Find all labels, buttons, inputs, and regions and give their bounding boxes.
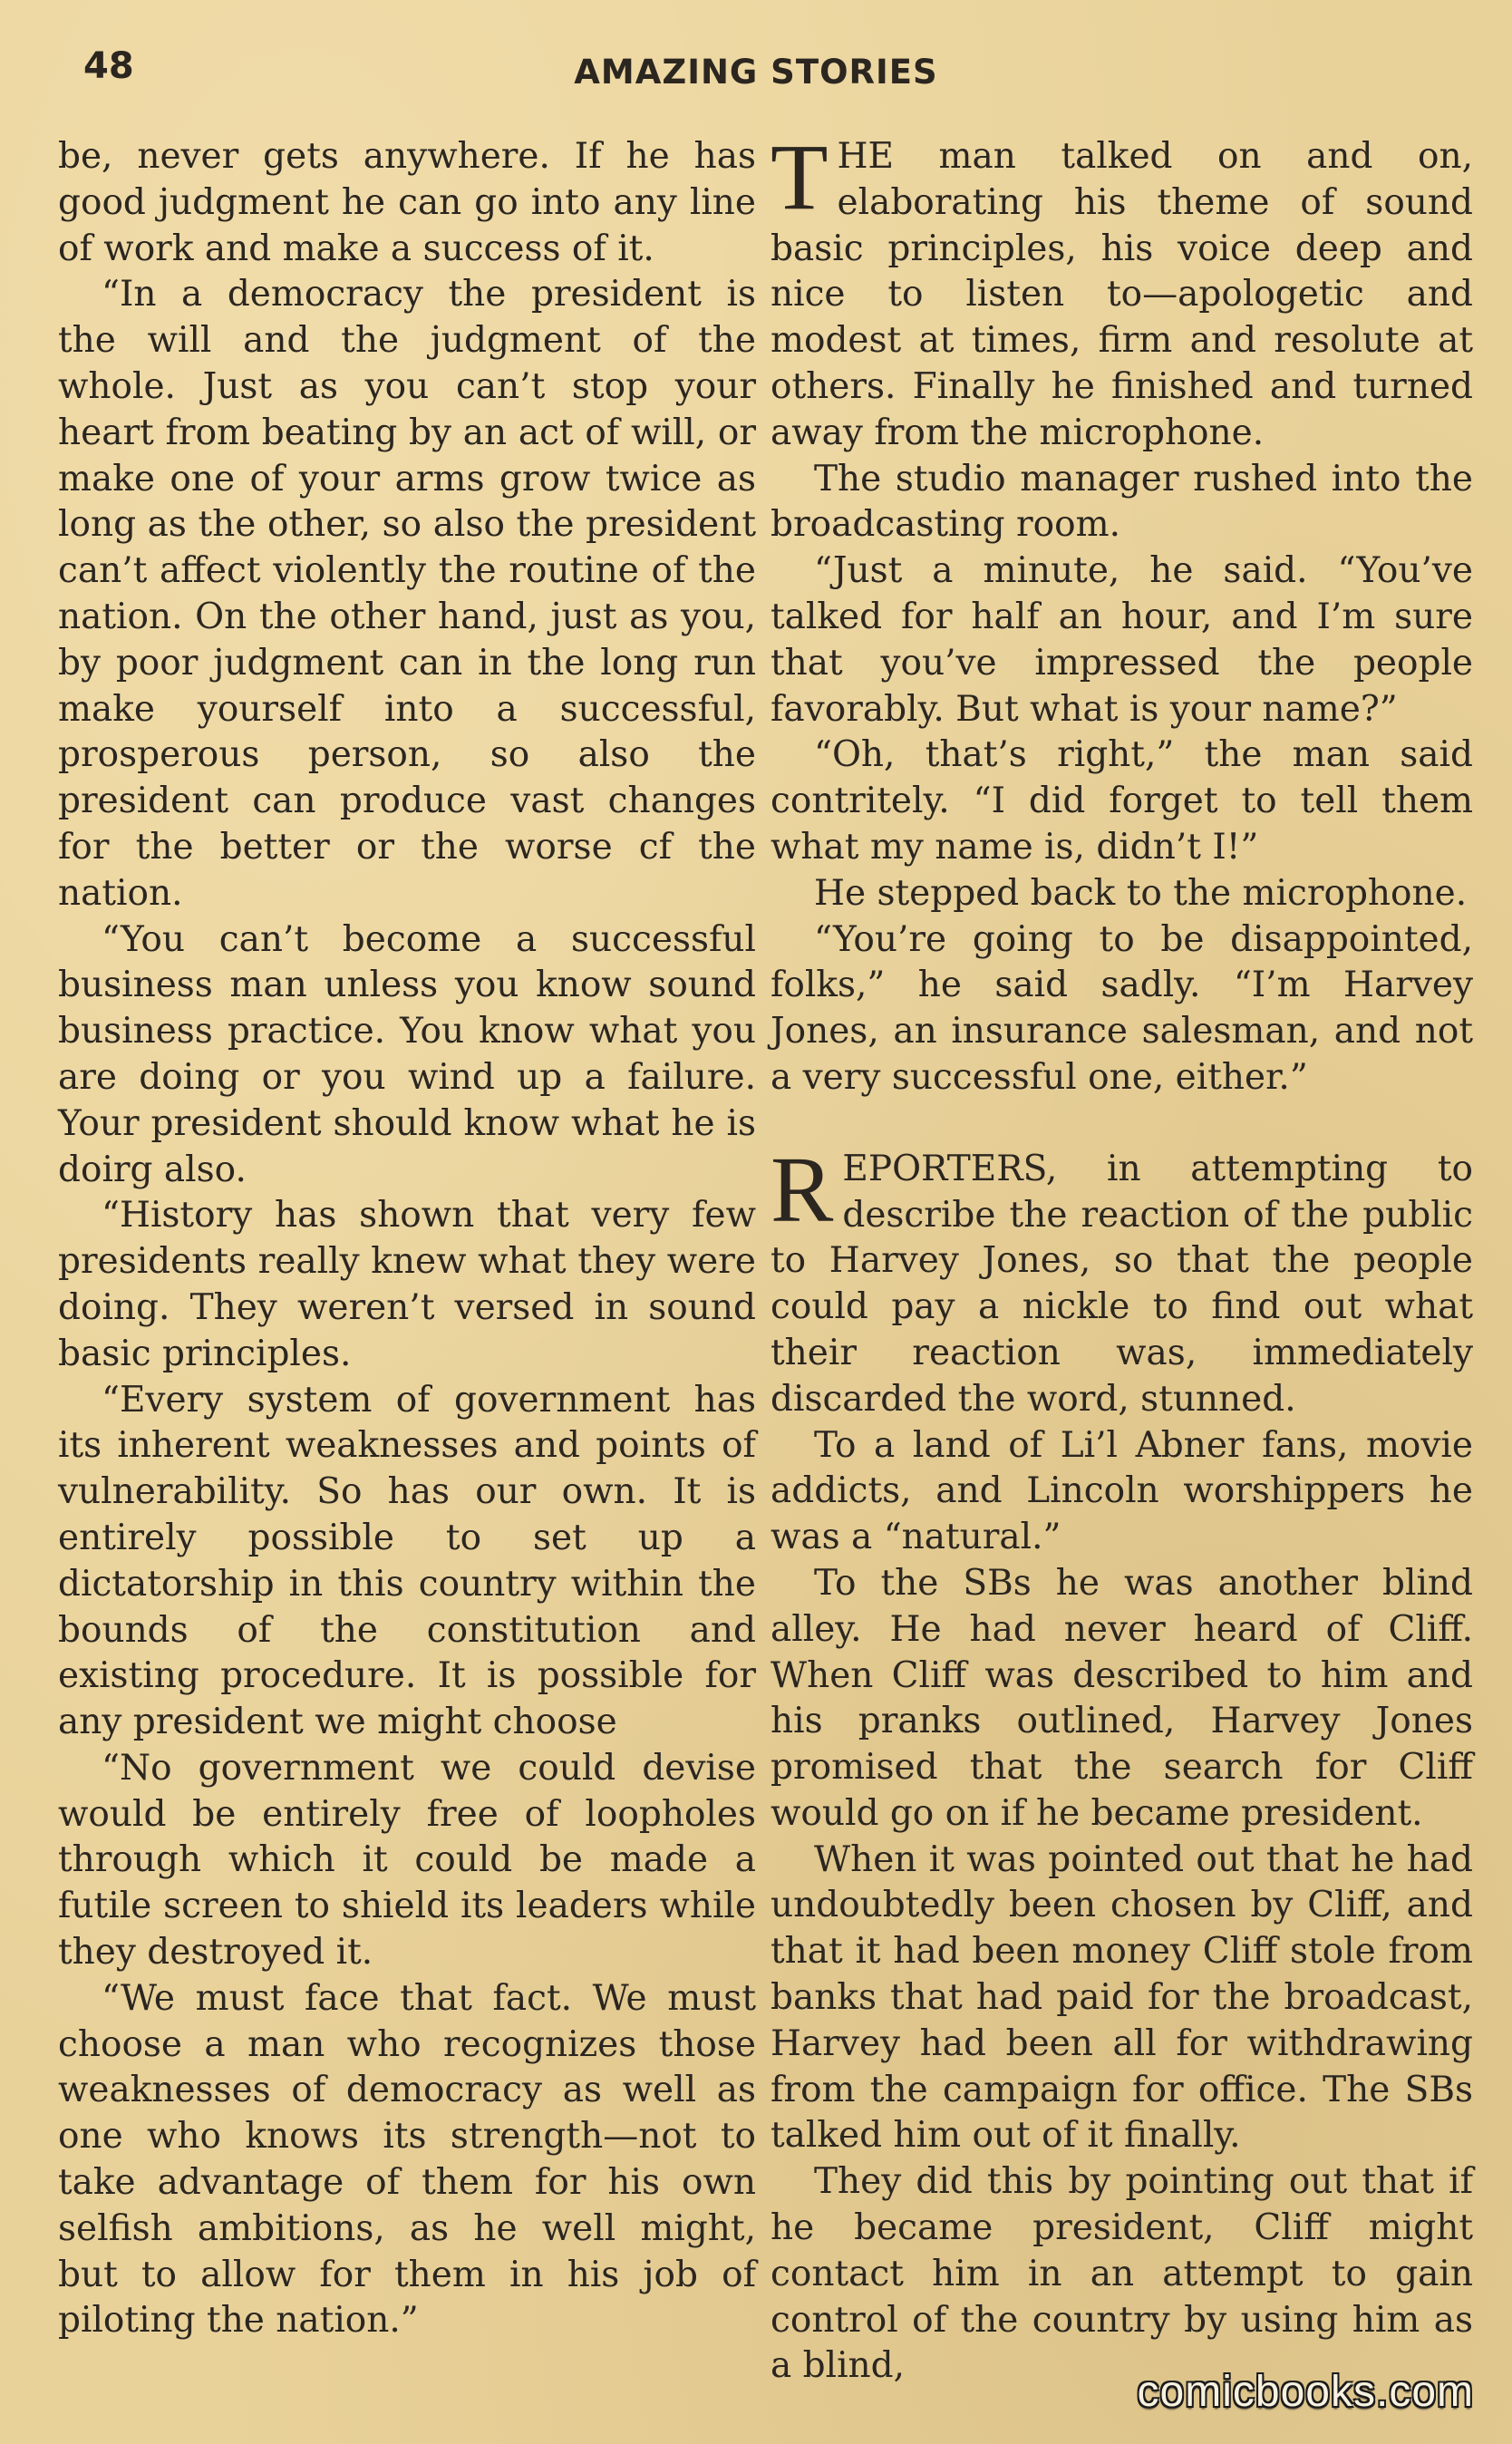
drop-cap: T	[771, 125, 829, 229]
paragraph: “We must face that fact. We must choose a man who recognizes those weaknesses of democracy as well as one who knows its strength—not to take advantage of them for his own selfish ambitions, as he well might, but to allow for them in his job of piloting the nation.”	[58, 1977, 756, 2342]
paragraph: They did this by pointing out that if he became president, Cliff might contact him in an attempt to gain control of the country by using him as a blind,	[771, 2161, 1473, 2387]
paragraph: “You can’t become a successful business man unless you know sound business practice. You know what you are doing or you wind up a failure. Your president should know what he is doirg also.	[58, 918, 756, 1190]
paragraph: “No government we could devise would be entirely free of loopholes through which it could be made a futile screen to shield its leaders while they destroyed it.	[58, 1747, 756, 1974]
watermark: comicbooks.com	[1137, 2368, 1474, 2416]
right-column	[771, 125, 1473, 2390]
paragraph: “Oh, that’s right,” the man said contritely. “I did forget to tell them what my name is, didn’t I!”	[771, 734, 1473, 868]
paragraph: To a land of Li’l Abner fans, movie addicts, and Lincoln worshippers he was a “natural.”	[771, 1424, 1473, 1558]
section-opening-paragraph	[771, 125, 1473, 457]
paragraph-text: HE man talked on and on, elaborating his theme of sound basic principles, his voice deep and nice to listen to—apologetic and modest at times, firm and resolute at others. Finally he finished and turned away from the microphone.	[771, 136, 1473, 453]
paragraph: “Every system of government has its inherent weaknesses and points of vulnerability. So has our own. It is entirely possible to set up a dictatorship in this country within the bounds of the constitution and existing procedure. It is possible for any president we might choose	[58, 1379, 756, 1743]
paragraph: “Just a minute, he said. “You’ve talked for half an hour, and I’m sure that you’ve impressed the people favorably. But what is your name?”	[771, 550, 1473, 730]
paragraph: be, never gets anywhere. If he has good judgment he can go into any line of work and make a success of it.	[58, 136, 756, 269]
section-opening-paragraph	[771, 1137, 1473, 1423]
drop-cap: R	[771, 1137, 834, 1242]
left-column	[58, 134, 756, 2344]
paragraph-text: EPORTERS, in attempting to describe the reaction of the public to Harvey Jones, so that the people could pay a nickle to find out what their reaction was, immediately discarded the word, stunned.	[771, 1148, 1473, 1420]
running-title: AMAZING STORIES	[574, 53, 938, 92]
paragraph: The studio manager rushed into the broadcasting room.	[771, 458, 1473, 546]
section-break	[771, 1101, 1473, 1147]
paragraph: He stepped back to the microphone.	[814, 872, 1468, 914]
paragraph: “History has shown that very few presidents really knew what they were doing. They weren’t versed in sound basic principles.	[58, 1195, 756, 1374]
paragraph: “In a democracy the president is the will and the judgment of the whole. Just as you can’t stop your heart from beating by an act of will, or make one of your arms grow twice as long as the other, so also the president can’t affect violently the routine of the nation. On the other hand, just as you, by poor judgment can in the long run make yourself into a successful, prosperous person, so also the president can produce vast changes for the better or the worse cf the nation.	[58, 274, 756, 914]
paragraph: When it was pointed out that he had undoubtedly been chosen by Cliff, and that it had been money Cliff stole from banks that had paid for the broadcast, Harvey had been all for withdrawing from the campaign for office. The SBs talked him out of it finally.	[771, 1838, 1473, 2157]
paragraph: “You’re going to be disappointed, folks,” he said sadly. “I’m Harvey Jones, an insurance salesman, and not a very successful one, either.”	[771, 918, 1473, 1098]
page-number: 48	[83, 45, 134, 87]
paragraph: To the SBs he was another blind alley. He had never heard of Cliff. When Cliff was described to him and his pranks outlined, Harvey Jones promised that the search for Cliff would go on if he became president.	[771, 1562, 1473, 1834]
